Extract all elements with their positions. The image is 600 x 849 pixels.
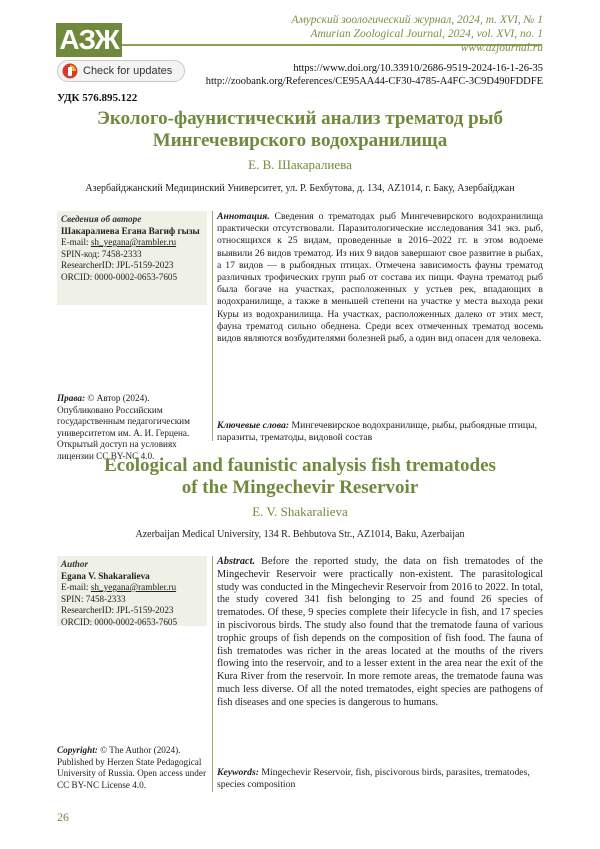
ru-title-line: Эколого-фаунистический анализ трематод рыб	[97, 108, 503, 129]
ru-author-name: Шакаралиева Егана Вагиф гызы	[61, 225, 200, 236]
page-number: 26	[57, 810, 69, 824]
ru-title-line: Мингечевирского водохранилища	[152, 130, 448, 151]
udk-code: УДК 576.895.122	[57, 92, 138, 104]
ru-spin: SPIN-код: 7458-2333	[61, 248, 142, 259]
email-label: E-mail:	[61, 582, 91, 592]
en-keywords-text: Mingechevir Reservoir, fish, piscivorous birds, parasites, trematodes, species composition	[217, 767, 530, 791]
ru-author-info	[57, 211, 207, 305]
ru-email-row	[61, 237, 203, 249]
ru-orcid: ORCID: 0000-0002-0653-7605	[61, 271, 178, 282]
crossmark-icon	[62, 63, 78, 79]
doi-link[interactable]: https://www.doi.org/10.33910/2686-9519-2024-16-1-26-35	[293, 63, 543, 74]
journal-en-line: Amurian Zoological Journal, 2024, vol. XVI, no. 1	[310, 28, 543, 40]
en-abstract-label: Abstract.	[217, 556, 256, 567]
email-label: E-mail:	[61, 237, 91, 247]
ru-keywords-label: Ключевые слова:	[217, 420, 290, 431]
en-keywords-label: Keywords:	[217, 767, 259, 778]
check-for-updates-label: Check for updates	[83, 65, 173, 77]
journal-info	[291, 13, 543, 55]
en-abstract	[217, 556, 543, 710]
en-email-link[interactable]: sh_yegana@rambler.ru	[90, 582, 177, 592]
en-orcid: ORCID: 0000-0002-0653-7605	[61, 616, 178, 627]
en-spin: SPIN: 7458-2333	[61, 593, 126, 604]
ru-author: Е. В. Шакаралиева	[248, 157, 352, 172]
en-email-row	[61, 582, 203, 594]
en-rights-label: Copyright:	[57, 745, 98, 755]
column-divider	[212, 211, 213, 441]
ru-abstract-label: Аннотация.	[217, 211, 270, 222]
ru-researcher-id: ResearcherID: JPL-5159-2023	[61, 260, 174, 270]
en-affiliation: Azerbaijan Medical University, 134 R. Behbutova Str., AZ1014, Baku, Azerbaijan	[135, 529, 465, 540]
en-title-line: of the Mingechevir Reservoir	[181, 477, 419, 498]
ru-rights-text: © Автор (2024). Опубликовано Российским государственным педагогическим университетом им. А. И. Герцена. Открытый доступ на условиях лицензии CC BY-NC 4.0.	[57, 393, 190, 461]
en-rights	[57, 745, 207, 791]
en-author-name: Egana V. Shakaralieva	[61, 570, 150, 581]
en-title-line: Ecological and faunistic analysis fish trematodes	[104, 455, 496, 476]
ru-keywords-text: Мингечевирское водохранилище, рыбы, рыбоядные птицы, паразиты, трематоды, видовой состав	[217, 420, 538, 444]
ru-affiliation: Азербайджанский Медицинский Университет, ул. Р. Бехбутова, д. 134, AZ1014, г. Баку, Азербайджан	[85, 183, 515, 194]
ru-rights-label: Права:	[57, 393, 86, 403]
en-author-info	[57, 556, 207, 626]
en-title	[57, 455, 543, 499]
journal-url[interactable]: www.azjournal.ru	[460, 42, 543, 54]
ru-keywords	[217, 420, 543, 444]
en-researcher-id: ResearcherID: JPL-5159-2023	[61, 605, 174, 615]
en-rights-text: © The Author (2024). Published by Herzen State Pedagogical University of Russia. Open access under CC BY-NC License 4.0.	[57, 745, 207, 790]
zoobank-link[interactable]: http://zoobank.org/References/CE95AA44-CF30-4785-A4FC-3C9D490FDDFE	[205, 76, 543, 87]
ru-abstract-text: Сведения о трематодах рыб Мингечевирского водохранилища практически отсутствовали. Паразитологические исследования 341 экз. рыб, относящихся к 25 видам, проведенные в 2016–2022 гг. в этом водоеме выявили 26 видов трематод. Из них 9 видов завершают свое развитие в рыбах, а 17 видов — в рыбоядных птицах. Отмечена зависимость фауны трематод различных трофических групп рыб от состава их пищи. Фауна трематод рыб была богаче на участках, расположенных у устьев рек, впадающих в водохранилище, а также в меньшей степени на участке у места выхода реки Куры из водохранилища. На участках, расположенных далеко от этих мест, фауна трематод сильно обеднена. Среди всех отмеченных трематод восемь видов являются возбудителями болезней рыб, а один вид опасен для человека.	[217, 211, 543, 345]
check-for-updates-button[interactable]	[57, 60, 185, 82]
ru-rights	[57, 393, 207, 462]
doi-block	[206, 62, 543, 88]
column-divider	[212, 556, 213, 792]
en-abstract-text: Before the reported study, the data on fish trematodes of the Mingechevir Reservoir were practically non-existent. The parasitological study was conducted in the Mingechevir Reservoir from 2016 to 2022. In total, the study covered 341 fish belonging to 25 and found 26 species of trematodes. Of these, 9 species complete their lifecycle in fish, and 17 species in piscivorous birds. The study also found that the trematode fauna of various trophic groups of fish depends on the composition of fish food. The fauna of fish trematodes was richer in the areas located at the mouths of the rivers flowing into the reservoir, and to a lesser extent in the area near the exit of the Kura River from the reservoir. In more remote areas, the trematode fauna was much less diverse. Of all the noted trematodes, eight species are pathogens of fish diseases and one species is dangerous to humans.	[217, 556, 544, 708]
journal-ru-line: Амурский зоологический журнал, 2024, т. XVI, № 1	[291, 14, 543, 26]
ru-author-info-heading: Сведения об авторе	[61, 214, 142, 224]
ru-title	[57, 108, 543, 152]
ru-email-link[interactable]: sh_yegana@rambler.ru	[90, 237, 177, 247]
en-keywords	[217, 767, 543, 791]
ru-abstract	[217, 211, 543, 345]
en-author-info-heading: Author	[61, 559, 89, 569]
en-author: E. V. Shakaralieva	[252, 504, 348, 519]
journal-logo: АЗЖ	[56, 23, 122, 57]
